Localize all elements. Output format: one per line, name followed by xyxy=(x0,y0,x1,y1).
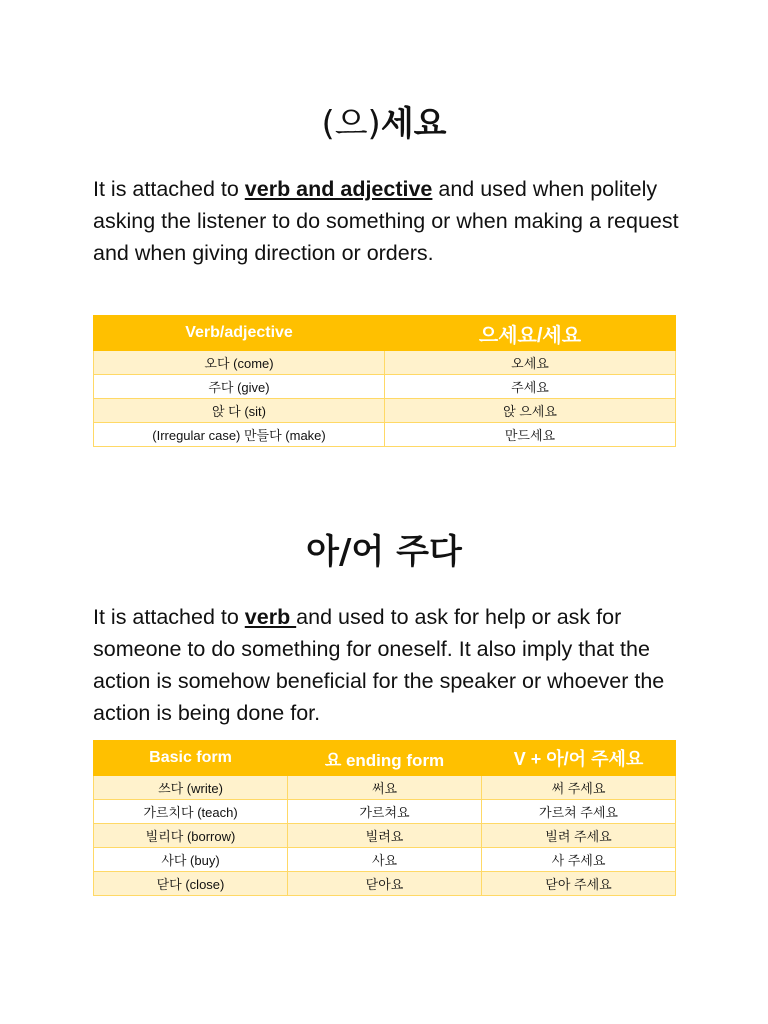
table-cell: 만드세요 xyxy=(385,423,676,447)
table-row xyxy=(94,872,676,896)
section1-title xyxy=(0,96,768,145)
table-cell: 빌려요 xyxy=(288,824,482,848)
table-cell: 써요 xyxy=(288,776,482,800)
table-cell: 빌려 주세요 xyxy=(482,824,676,848)
table-cell: 오다 (come) xyxy=(94,351,385,375)
table-cell: 주세요 xyxy=(385,375,676,399)
table-cell: 닫다 (close) xyxy=(94,872,288,896)
section1-title-paren: (으) xyxy=(321,104,381,144)
header-basic-form: Basic form xyxy=(94,741,288,776)
table-cell: 앉 다 (sit) xyxy=(94,399,385,423)
table-cell: 가르쳐 주세요 xyxy=(482,800,676,824)
section2-description xyxy=(93,601,693,729)
table-cell: 앉 으세요 xyxy=(385,399,676,423)
header-yo-ending-form: 요 ending form xyxy=(288,741,482,776)
table-cell: 가르치다 (teach) xyxy=(94,800,288,824)
table-cell: 닫아 주세요 xyxy=(482,872,676,896)
table-cell: 사요 xyxy=(288,848,482,872)
header-v-a-eo-juseyo: V + 아/어 주세요 xyxy=(482,741,676,776)
table-row xyxy=(94,824,676,848)
table-cell: (Irregular case) 만들다 (make) xyxy=(94,423,385,447)
table-cell: 써 주세요 xyxy=(482,776,676,800)
section1-description xyxy=(93,173,693,269)
table-row xyxy=(94,423,676,447)
table-row xyxy=(94,375,676,399)
table-row xyxy=(94,776,676,800)
table-cell: 닫아요 xyxy=(288,872,482,896)
section1-text-before: It is attached to xyxy=(93,177,245,201)
table-cell: 사 주세요 xyxy=(482,848,676,872)
table-cell: 빌리다 (borrow) xyxy=(94,824,288,848)
header-verb-adjective: Verb/adjective xyxy=(94,316,385,351)
table-header-row xyxy=(94,316,676,351)
table-cell: 오세요 xyxy=(385,351,676,375)
table-cell: 가르쳐요 xyxy=(288,800,482,824)
table-row xyxy=(94,351,676,375)
section1-bold-term: verb and adjective xyxy=(244,177,433,201)
section1-table xyxy=(93,315,676,447)
section2-text-before: It is attached to xyxy=(93,605,245,629)
table-row xyxy=(94,848,676,872)
section1-text-after: and used when politely asking the listener to do something or when making a request and when giving direction or orders. xyxy=(93,177,679,265)
section2-bold-term: verb xyxy=(244,605,297,629)
table-row xyxy=(94,800,676,824)
section2-table xyxy=(93,740,676,896)
table-row xyxy=(94,399,676,423)
section1-title-rest: 세요 xyxy=(380,104,447,144)
table-cell: 사다 (buy) xyxy=(94,848,288,872)
table-cell: 쓰다 (write) xyxy=(94,776,288,800)
section2-text-after: and used to ask for help or ask for someone to do something for oneself. It also imply that the action is somehow beneficial for the speaker or whoever the action is being done for. xyxy=(93,605,665,725)
section2-title: 아/어 주다 xyxy=(306,532,462,572)
table-header-row xyxy=(94,741,676,776)
table-cell: 주다 (give) xyxy=(94,375,385,399)
header-euseyo-seyo: 으세요/세요 xyxy=(385,316,676,351)
